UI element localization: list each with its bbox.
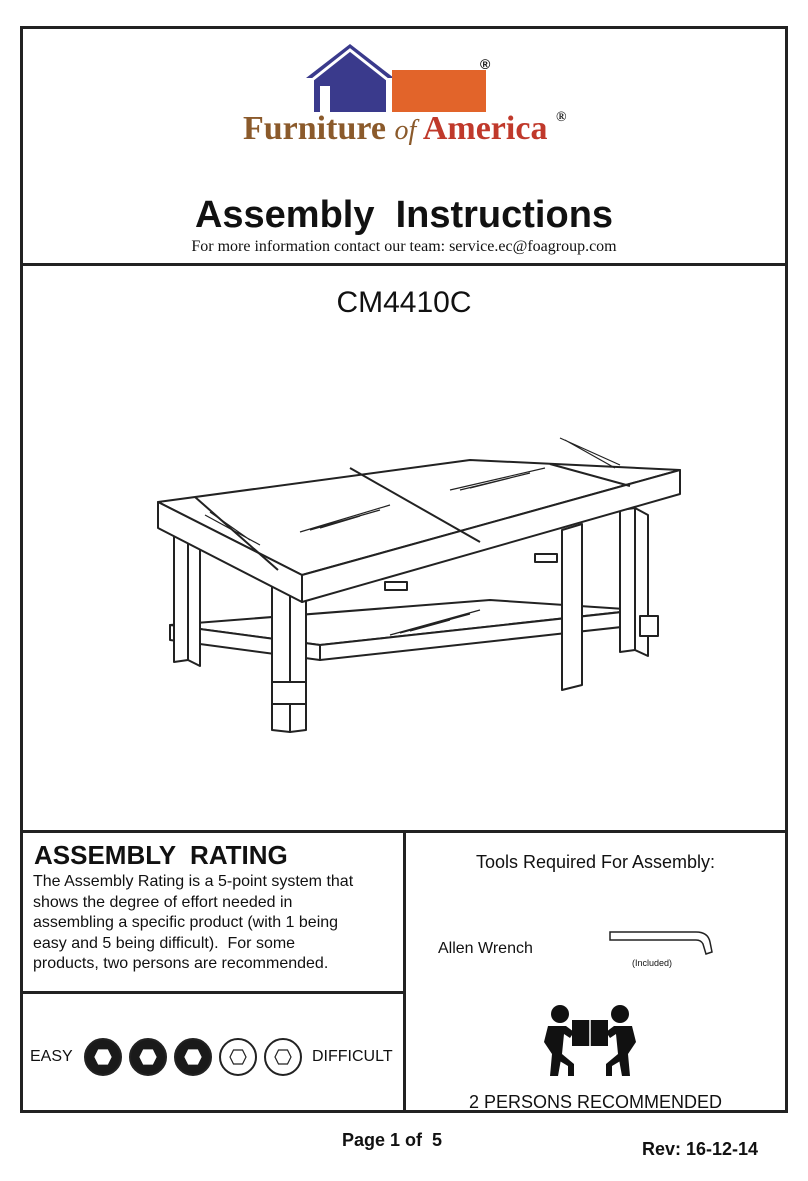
rating-dot-filled <box>84 1038 122 1076</box>
rating-dot-filled <box>129 1038 167 1076</box>
page-number: Page 1 of 5 <box>342 1130 443 1150</box>
revision-date: Rev: 16-12-14 <box>642 1139 759 1159</box>
logo-registered-mark: ® <box>480 56 491 72</box>
tools-heading: Tools Required For Assembly: <box>475 852 716 872</box>
hex-bolt-icon <box>139 1048 157 1066</box>
brand-of-text: of <box>394 115 417 146</box>
two-persons-lifting-icon <box>540 1002 640 1078</box>
hex-bolt-icon <box>229 1048 247 1066</box>
rating-description-line: shows the degree of effort needed in <box>33 893 293 911</box>
hex-bolt-icon <box>274 1048 292 1066</box>
rating-description-line: easy and 5 being difficult). For some <box>33 934 296 952</box>
brand-logo-house-icon <box>300 40 500 115</box>
rating-description-line: assembling a specific product (with 1 being <box>33 914 339 931</box>
rating-description <box>33 872 353 975</box>
easy-label: EASY <box>30 1048 73 1065</box>
rating-dot-filled <box>174 1038 212 1076</box>
tool-name: Allen Wrench <box>438 940 533 957</box>
brand-wordmark <box>243 110 566 148</box>
rating-description-line: The Assembly Rating is a 5-point system that <box>33 873 354 890</box>
page-title: Assembly Instructions <box>194 194 614 236</box>
difficult-label: DIFFICULT <box>312 1048 393 1065</box>
rating-dot-empty <box>219 1038 257 1076</box>
persons-recommended-label: 2 PERSONS RECOMMENDED <box>468 1092 723 1112</box>
model-number: CM4410C <box>336 286 472 319</box>
rating-description-line: products, two persons are recommended. <box>33 955 329 972</box>
brand-furniture-text: Furniture <box>243 110 386 147</box>
tool-note: (Included) <box>632 958 673 968</box>
hex-bolt-icon <box>184 1048 202 1066</box>
rating-heading: ASSEMBLY RATING <box>34 840 288 870</box>
contact-line: For more information contact our team: service.ec@foagroup.com <box>191 238 617 255</box>
allen-wrench-icon <box>608 926 718 960</box>
brand-america-text: America <box>422 110 548 147</box>
brand-registered-mark: ® <box>555 110 567 125</box>
coffee-table-illustration <box>150 420 690 740</box>
hex-bolt-icon <box>94 1048 112 1066</box>
rating-dot-empty <box>264 1038 302 1076</box>
